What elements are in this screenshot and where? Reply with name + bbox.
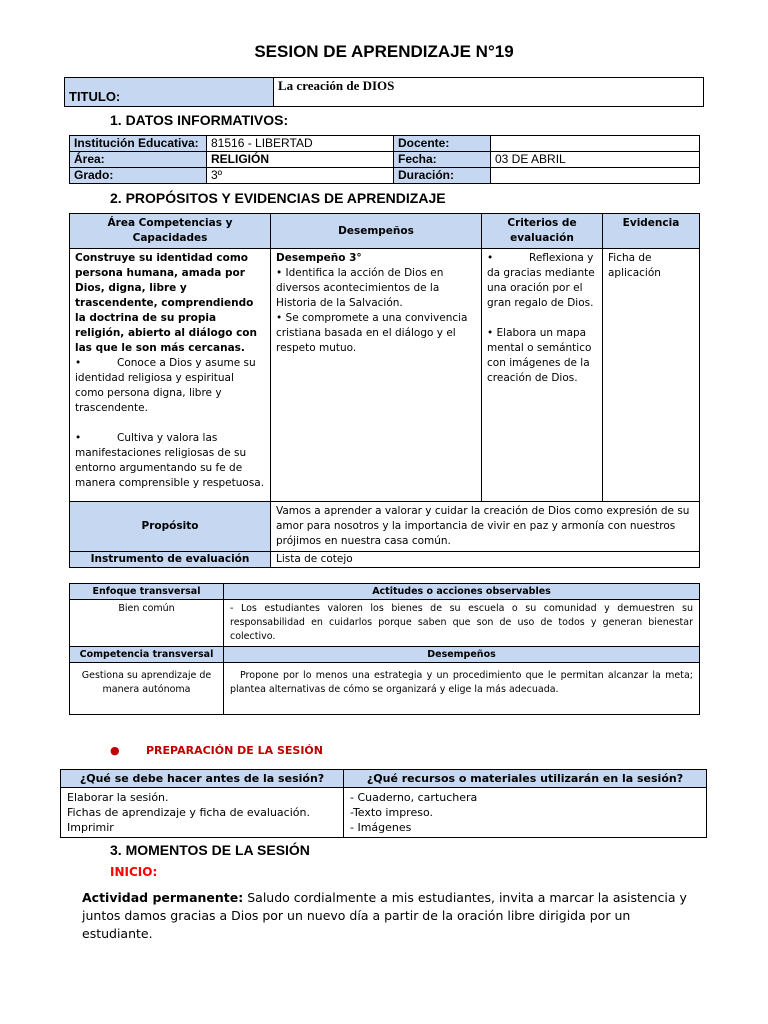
- capacidad-2-text: Cultiva y valora las manifestaciones religiosas de su entorno argumentando su fe de manera comprensible y respetuosa.: [75, 432, 265, 489]
- desempeno-title: Desempeño 3°: [276, 252, 362, 264]
- duracion-label: Duración:: [394, 168, 491, 184]
- desempeno-2: • Se compromete a una convivencia cristiana basada en el diálogo y el respeto mutuo.: [276, 312, 468, 354]
- inicio-label: INICIO:: [110, 865, 158, 879]
- competencias-cell: [70, 249, 271, 502]
- capacidad-1-text: Conoce a Dios y asume su identidad religiosa y espiritual como persona digna, libre y trascendente.: [75, 357, 256, 414]
- titulo-value: La creación de DIOS: [274, 78, 704, 107]
- bullet-icon: •: [75, 432, 82, 444]
- instrumento-text: Lista de cotejo: [271, 552, 700, 568]
- enfoque-header: Enfoque transversal: [70, 584, 224, 600]
- datos-table: [69, 135, 700, 184]
- recursos-cell: [344, 788, 707, 838]
- preparacion-label: PREPARACIÓN DE LA SESIÓN: [146, 744, 323, 757]
- criterios-cell: [482, 249, 603, 502]
- proposito-text: Vamos a aprender a valorar y cuidar la creación de Dios como expresión de su amor para nosotros y la importancia de vivir en paz y armonía con nuestros prójimos en nuestra casa común.: [271, 502, 700, 552]
- section-propositos-heading: 2. PROPÓSITOS Y EVIDENCIAS DE APRENDIZAJE: [110, 190, 446, 206]
- area-label: Área:: [70, 152, 207, 168]
- docente-label: Docente:: [394, 136, 491, 152]
- titulo-label: TITULO:: [65, 78, 274, 107]
- capacidad-1: [75, 356, 265, 416]
- header-criterios: Criterios de evaluación: [482, 214, 603, 249]
- capacidad-2: [75, 431, 265, 491]
- institucion-label: Institución Educativa:: [70, 136, 207, 152]
- recurso-item: -Texto impreso.: [350, 806, 433, 819]
- propositos-table: [69, 213, 700, 568]
- actividad-label: Actividad permanente:: [82, 890, 244, 905]
- bullet-icon: •: [75, 357, 82, 369]
- section-momentos-heading: 3. MOMENTOS DE LA SESIÓN: [110, 842, 310, 858]
- criterio-1: [487, 251, 597, 311]
- titulo-table: [64, 77, 704, 107]
- preparacion-table: [60, 769, 707, 838]
- institucion-value: 81516 - LIBERTAD: [207, 136, 394, 152]
- criterio-1-text: Reflexiona y da gracias mediante una oración por el gran regalo de Dios.: [487, 252, 595, 309]
- antes-item: Fichas de aprendizaje y ficha de evaluación.: [67, 806, 310, 819]
- desempenos-cell: [271, 249, 482, 502]
- area-value: RELIGIÓN: [207, 152, 394, 168]
- preparacion-heading: [110, 744, 323, 757]
- bullet-icon: ●: [110, 744, 120, 757]
- docente-value: [491, 136, 700, 152]
- header-evidencia: Evidencia: [603, 214, 700, 249]
- header-area: Área Competencias y Capacidades: [70, 214, 271, 249]
- fecha-label: Fecha:: [394, 152, 491, 168]
- actitudes-header: Actitudes o acciones observables: [224, 584, 700, 600]
- document-title: SESION DE APRENDIZAJE N°19: [254, 42, 514, 61]
- competencia-transversal-header: Competencia transversal: [70, 647, 224, 663]
- antes-cell: [61, 788, 344, 838]
- desempenos-transversal-header: Desempeños: [224, 647, 700, 663]
- grado-label: Grado:: [70, 168, 207, 184]
- desempeno-transversal-text: Propone por lo menos una estrategia y un procedimiento que le permitan alcanzar la meta; plantea alternativas de cómo se organizará y elige la más adecuada.: [224, 663, 700, 715]
- enfoque-value: Bien común: [70, 600, 224, 647]
- recurso-item: - Imágenes: [350, 821, 412, 834]
- antes-item: Elaborar la sesión.: [67, 791, 169, 804]
- proposito-label: Propósito: [70, 502, 271, 552]
- bullet-icon: •: [487, 252, 494, 264]
- recursos-header: ¿Qué recursos o materiales utilizarán en la sesión?: [344, 770, 707, 788]
- actividad-text: Saludo cordialmente a mis estudiantes, invita a marcar la asistencia y juntos damos gracias a Dios por un nuevo día a partir de la oración libre dirigida por un estudiante.: [82, 890, 687, 941]
- recurso-item: - Cuaderno, cartuchera: [350, 791, 478, 804]
- competencia-text: Construye su identidad como persona humana, amada por Dios, digna, libre y trascendente, comprendiendo la doctrina de su propia religión, abierto al diálogo con las que le son más cercanas.: [75, 252, 257, 354]
- desempeno-1: • Identifica la acción de Dios en diversos acontecimientos de la Historia de la Salvación.: [276, 267, 444, 309]
- actividad-permanente: [82, 889, 702, 943]
- antes-item: Imprimir: [67, 821, 114, 834]
- instrumento-label: Instrumento de evaluación: [70, 552, 271, 568]
- duracion-value: [491, 168, 700, 184]
- header-desempenos: Desempeños: [271, 214, 482, 249]
- criterio-2: • Elabora un mapa mental o semántico con imágenes de la creación de Dios.: [487, 327, 592, 384]
- antes-header: ¿Qué se debe hacer antes de la sesión?: [61, 770, 344, 788]
- evidencia-cell: Ficha de aplicación: [603, 249, 700, 502]
- fecha-value: 03 DE ABRIL: [491, 152, 700, 168]
- section-datos-heading: 1. DATOS INFORMATIVOS:: [110, 112, 289, 128]
- actitud-text: - Los estudiantes valoren los bienes de su escuela o su comunidad y demuestren su responsabilidad en cuidarlos porque saben que son de uso de todos y generan bienestar colectivo.: [224, 600, 700, 647]
- enfoque-table: [69, 583, 700, 715]
- competencia-transversal-value: Gestiona su aprendizaje de manera autónoma: [70, 663, 224, 715]
- grado-value: 3º: [207, 168, 394, 184]
